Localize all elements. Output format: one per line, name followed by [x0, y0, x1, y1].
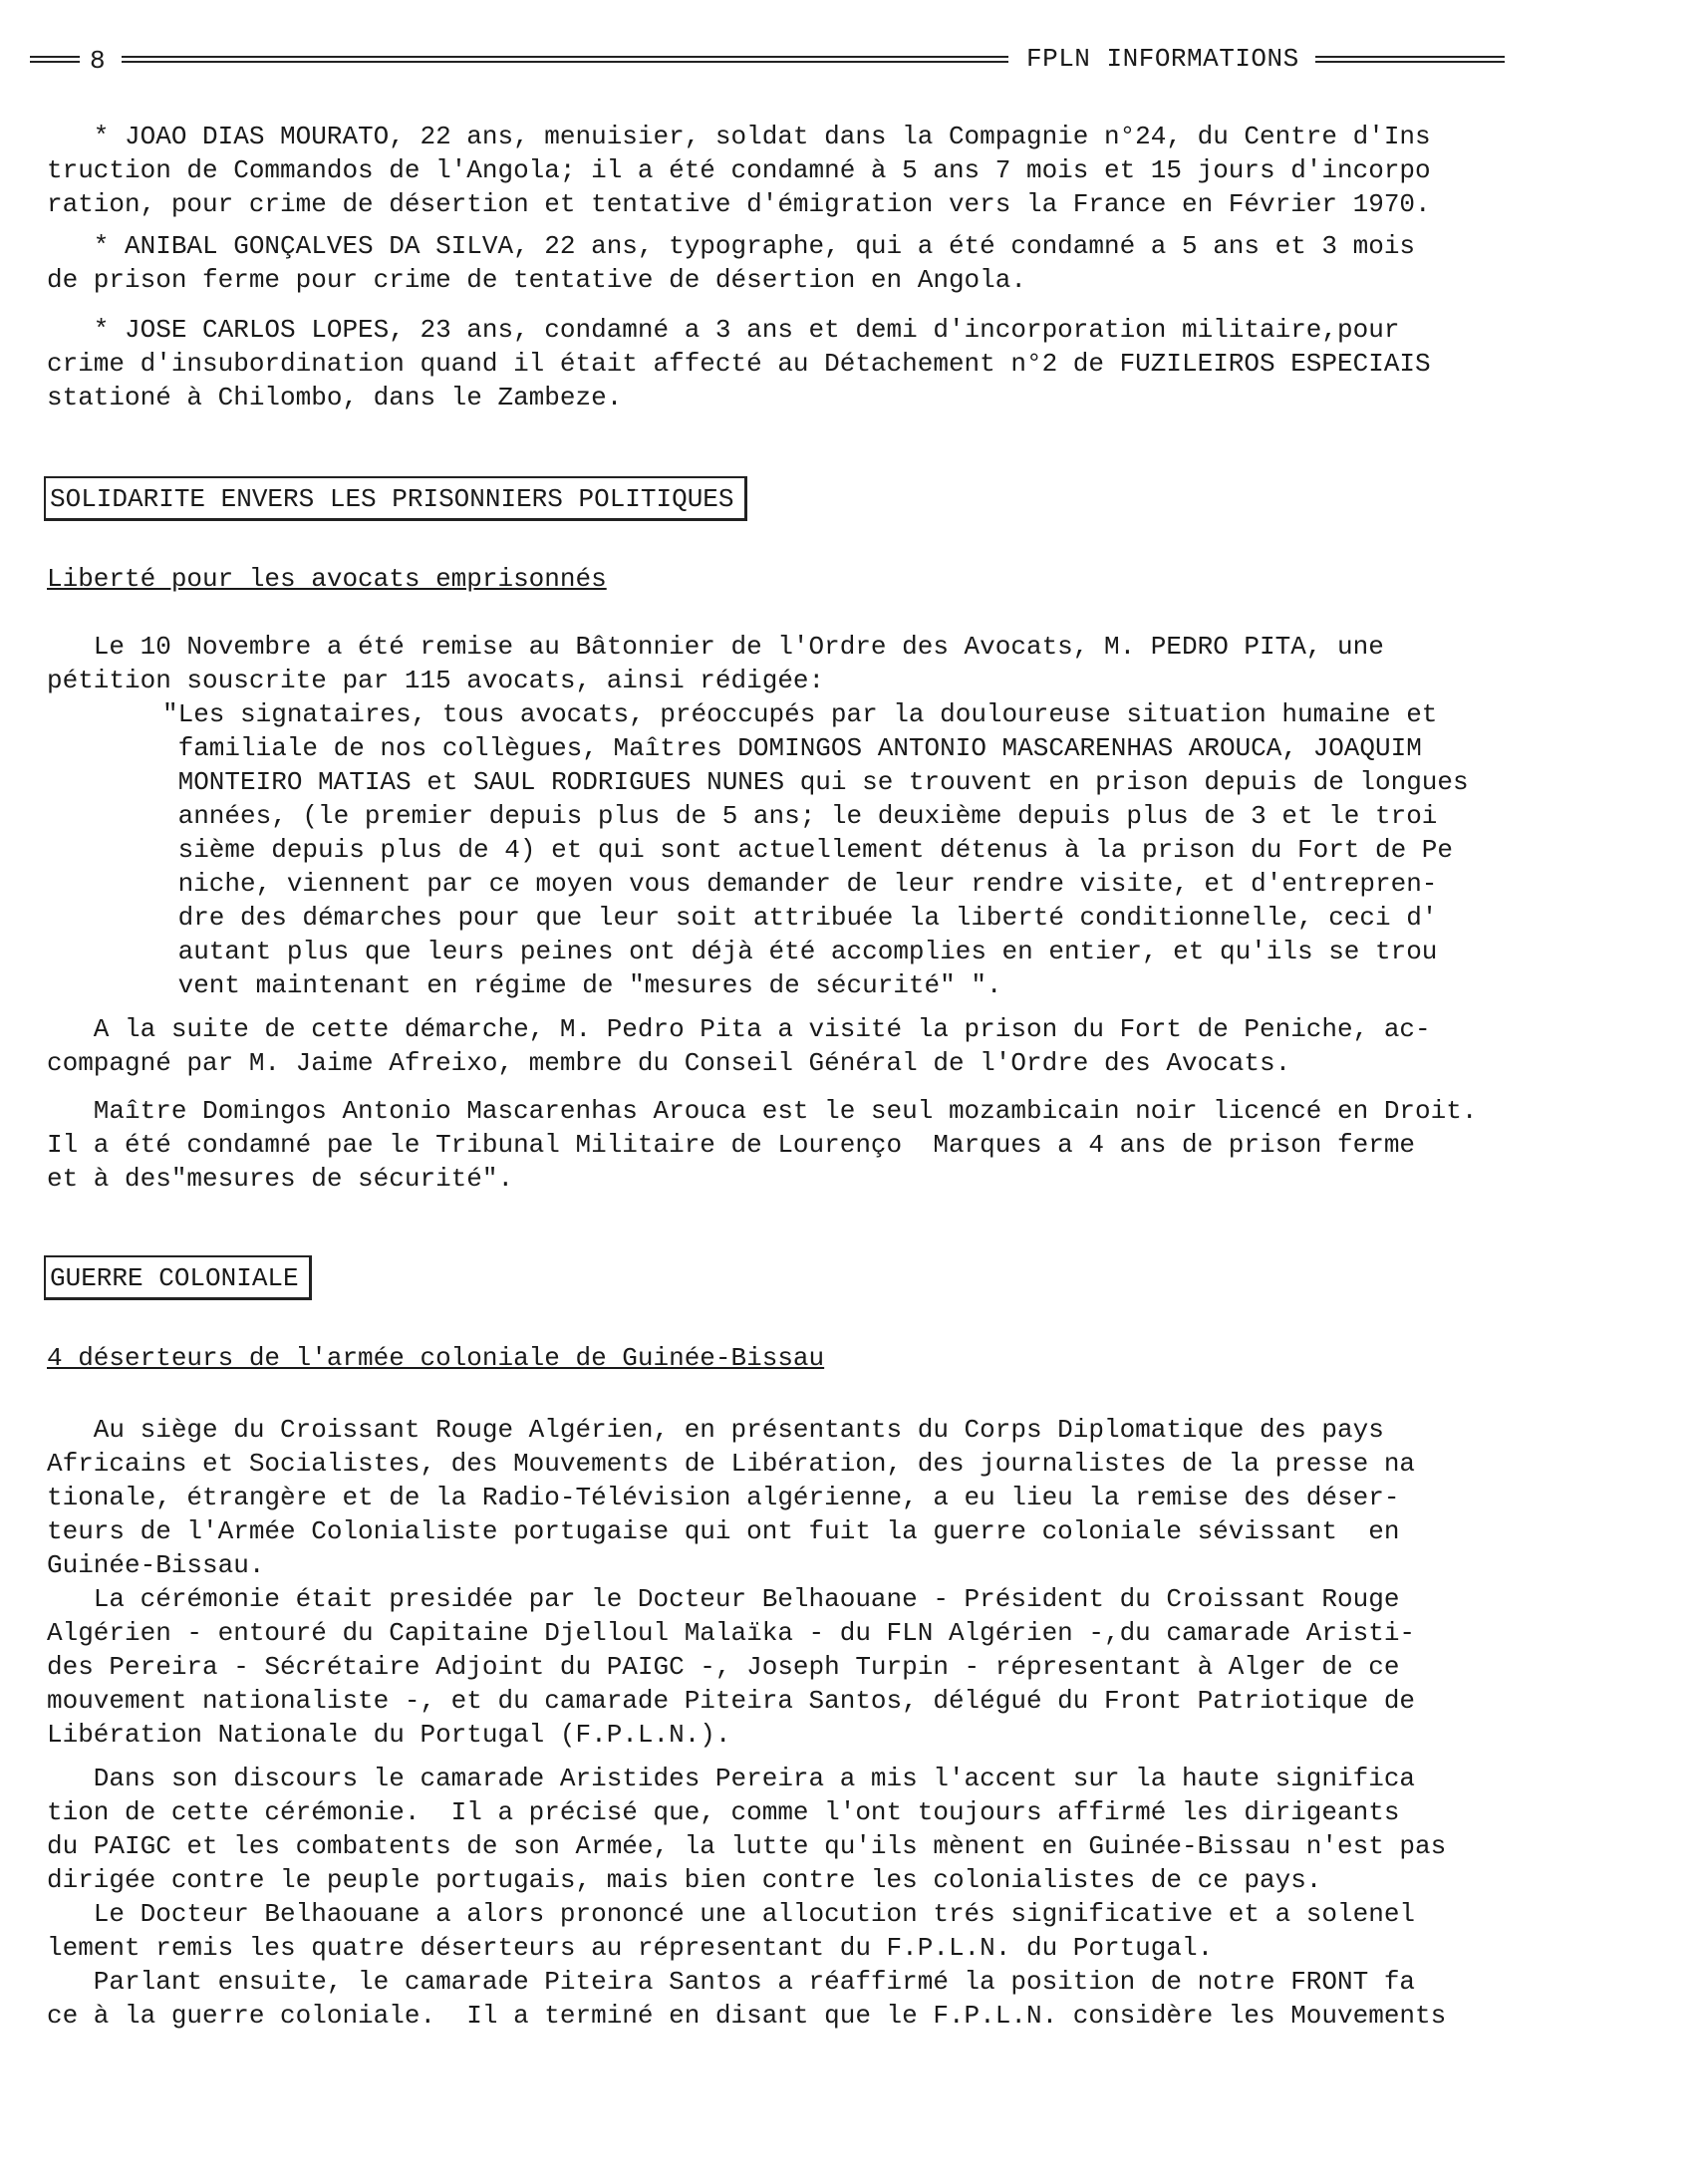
text-line: Le Docteur Belhaouane a alors prononcé une allocution trés significative et a solenel [47, 1899, 1416, 1929]
text-line: de prison ferme pour crime de tentative de désertion en Angola. [47, 265, 1026, 295]
text-line: Libération Nationale du Portugal (F.P.L.N.). [47, 1720, 731, 1750]
intro-item-3 [47, 313, 1462, 414]
text-line: La cérémonie était presidée par le Docteur Belhaouane - Président du Croissant Rouge [47, 1584, 1400, 1614]
text-line: A la suite de cette démarche, M. Pedro Pita a visité la prison du Fort de Peniche, ac- [47, 1014, 1431, 1044]
text-line: * ANIBAL GONÇALVES DA SILVA, 22 ans, typographe, qui a été condamné a 5 ans et 3 mois [47, 231, 1416, 261]
text-line: stationé à Chilombo, dans le Zambeze. [47, 383, 623, 412]
text-line: mouvement nationaliste -, et du camarade Piteira Santos, délégué du Front Patriotique de [47, 1686, 1416, 1716]
text-line: crime d'insubordination quand il était affecté au Détachement n°2 de FUZILEIROS ESPECIAIS [47, 349, 1431, 379]
subheading-avocats: Liberté pour les avocats emprisonnés [47, 564, 607, 594]
section-heading-guerre: GUERRE COLONIALE [44, 1255, 312, 1300]
text-line: Algérien - entouré du Capitaine Djelloul Malaïka - du FLN Algérien -,du camarade Aristi- [47, 1618, 1416, 1648]
text-line: tionale, étrangère et de la Radio-Télévision algérienne, a eu lieu la remise des déser- [47, 1483, 1400, 1512]
text-line: niche, viennent par ce moyen vous demander de leur rendre visite, et d'entrepren- [162, 869, 1438, 899]
text-line: * JOAO DIAS MOURATO, 22 ans, menuisier, soldat dans la Compagnie n°24, du Centre d'Ins [47, 122, 1431, 151]
section1-paragraph-3 [47, 1094, 1478, 1196]
text-line: dre des démarches pour que leur soit attribuée la liberté conditionnelle, ceci d' [162, 903, 1438, 933]
intro-item-1 [47, 120, 1462, 221]
page-number: 8 [90, 46, 106, 76]
text-line: MONTEIRO MATIAS et SAUL RODRIGUES NUNES qui se trouvent en prison depuis de longues [162, 767, 1469, 797]
text-line: années, (le premier depuis plus de 5 ans; le deuxième depuis plus de 3 et le troi [162, 801, 1438, 831]
text-line: du PAIGC et les combatents de son Armée, la lutte qu'ils mènent en Guinée-Bissau n'est pas [47, 1831, 1447, 1861]
text-line: compagné par M. Jaime Afreixo, membre du Conseil Général de l'Ordre des Avocats. [47, 1048, 1291, 1078]
text-line: Dans son discours le camarade Aristides Pereira a mis l'accent sur la haute significa [47, 1764, 1416, 1793]
header-rule-left [30, 56, 80, 63]
text-line: tion de cette cérémonie. Il a précisé que, comme l'ont toujours affirmé les dirigeants [47, 1797, 1400, 1827]
publication-title: FPLN INFORMATIONS [1026, 44, 1299, 74]
text-line: Parlant ensuite, le camarade Piteira Santos a réaffirmé la position de notre FRONT fa [47, 1967, 1416, 1997]
petition-quote [162, 697, 1478, 1002]
text-line: pétition souscrite par 115 avocats, ainsi rédigée: [47, 666, 825, 695]
text-line: des Pereira - Sécrétaire Adjoint du PAIGC -, Joseph Turpin - répresentant à Alger de ce [47, 1652, 1400, 1682]
section1-paragraph-1 [47, 630, 1462, 697]
intro-item-2 [47, 229, 1462, 297]
text-line: "Les signataires, tous avocats, préoccupés par la douloureuse situation humaine et [162, 699, 1438, 729]
text-line: ce à la guerre coloniale. Il a terminé en disant que le F.P.L.N. considère les Mouvements [47, 2001, 1447, 2031]
page-header [30, 40, 1505, 80]
section2-paragraph-1 [47, 1413, 1462, 1752]
section2-paragraph-2 [47, 1762, 1462, 2033]
text-line: teurs de l'Armée Colonialiste portugaise qui ont fuit la guerre coloniale sévissant en [47, 1516, 1400, 1546]
header-rule-middle [122, 56, 1008, 63]
text-line: Il a été condamné pae le Tribunal Militaire de Lourenço Marques a 4 ans de prison ferme [47, 1130, 1416, 1160]
text-line: Guinée-Bissau. [47, 1550, 265, 1580]
text-line: et à des"mesures de sécurité". [47, 1164, 514, 1194]
text-line: sième depuis plus de 4) et qui sont actuellement détenus à la prison du Fort de Pe [162, 835, 1454, 865]
text-line: * JOSE CARLOS LOPES, 23 ans, condamné a 3 ans et demi d'incorporation militaire,pour [47, 315, 1400, 345]
section1-paragraph-2 [47, 1012, 1462, 1080]
header-rule-right [1315, 56, 1505, 63]
text-line: Africains et Socialistes, des Mouvements de Libération, des journalistes de la presse na [47, 1449, 1416, 1479]
text-line: familiale de nos collègues, Maîtres DOMINGOS ANTONIO MASCARENHAS AROUCA, JOAQUIM [162, 733, 1422, 763]
text-line: vent maintenant en régime de "mesures de sécurité" ". [162, 970, 1002, 1000]
text-line: Au siège du Croissant Rouge Algérien, en présentants du Corps Diplomatique des pays [47, 1415, 1384, 1445]
text-line: Le 10 Novembre a été remise au Bâtonnier de l'Ordre des Avocats, M. PEDRO PITA, une [47, 632, 1384, 662]
section-heading-solidarite: SOLIDARITE ENVERS LES PRISONNIERS POLITIQUES [44, 476, 747, 521]
text-line: lement remis les quatre déserteurs au répresentant du F.P.L.N. du Portugal. [47, 1933, 1214, 1963]
subheading-deserteurs: 4 déserteurs de l'armée coloniale de Guinée-Bissau [47, 1343, 825, 1373]
text-line: Maître Domingos Antonio Mascarenhas Arouca est le seul mozambicain noir licencé en Droit. [47, 1096, 1478, 1126]
text-line: dirigée contre le peuple portugais, mais bien contre les colonialistes de ce pays. [47, 1865, 1322, 1895]
text-line: autant plus que leurs peines ont déjà été accomplies en entier, et qu'ils se trou [162, 937, 1438, 966]
text-line: ration, pour crime de désertion et tentative d'émigration vers la France en Février 1970. [47, 189, 1431, 219]
text-line: truction de Commandos de l'Angola; il a été condamné à 5 ans 7 mois et 15 jours d'incorpo [47, 155, 1431, 185]
